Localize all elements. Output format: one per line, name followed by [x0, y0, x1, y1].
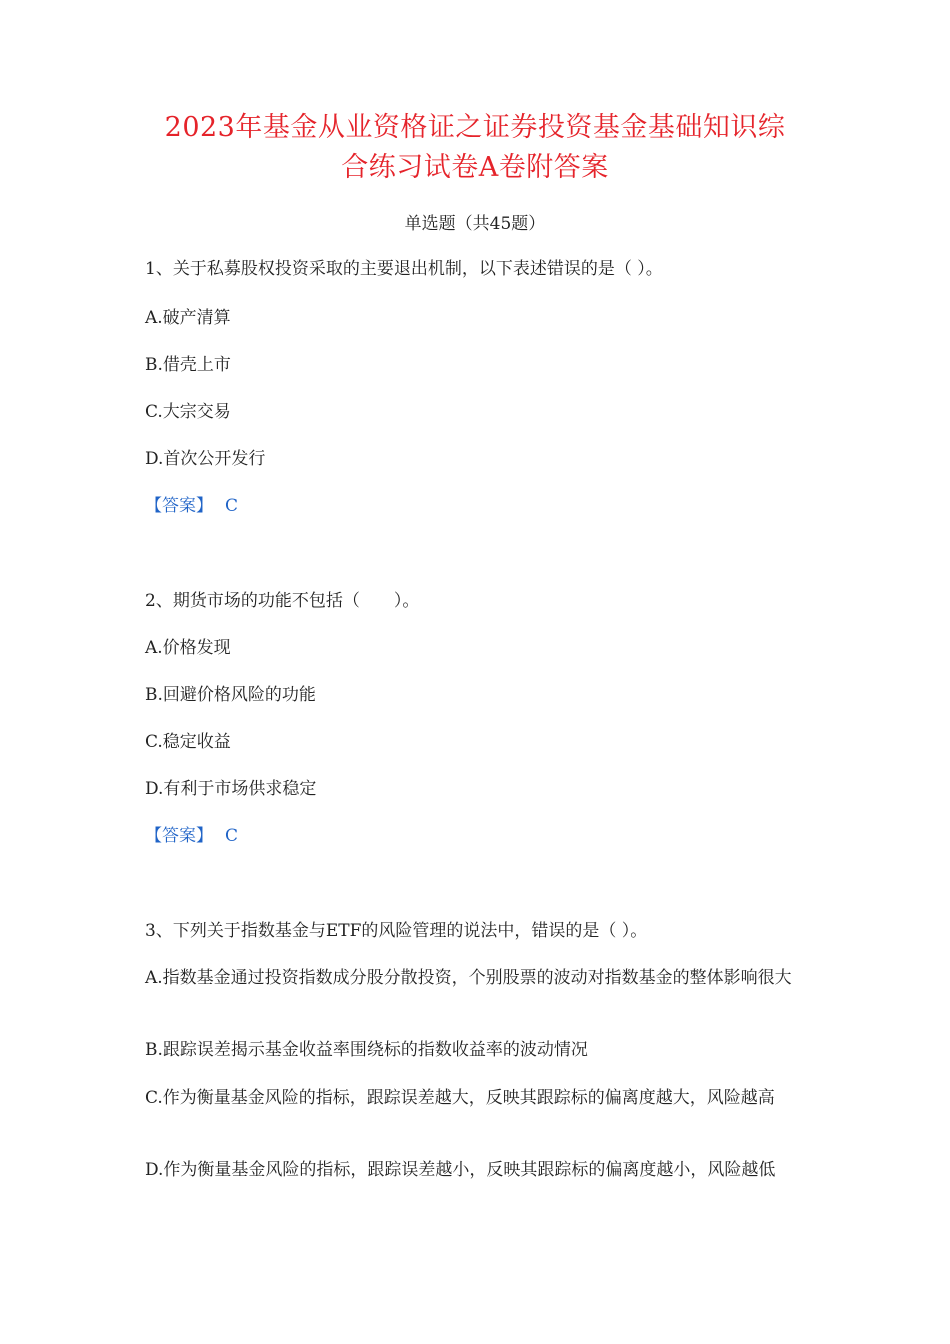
question-3-option-c: C.作为衡量基金风险的指标，跟踪误差越大，反映其跟踪标的偏离度越大，风险越高: [145, 1088, 775, 1108]
document-title: [100, 108, 850, 188]
question-3-stem: 3、下列关于指数基金与ETF的风险管理的说法中，错误的是（ ）。: [145, 921, 648, 941]
answer-label: 【答案】: [145, 826, 213, 846]
question-1-option-c: C.大宗交易: [145, 402, 231, 422]
answer-label: 【答案】: [145, 496, 213, 516]
question-3-option-d: D.作为衡量基金风险的指标，跟踪误差越小，反映其跟踪标的偏离度越小，风险越低: [145, 1160, 776, 1180]
question-2-option-a: A.价格发现: [145, 638, 231, 658]
section-header: 单选题（共45题）: [404, 214, 546, 234]
question-2-option-d: D.有利于市场供求稳定: [145, 779, 317, 799]
answer-value: C: [225, 826, 239, 846]
question-stem: [145, 257, 810, 281]
question-stem: [145, 919, 810, 943]
answer-value: C: [225, 496, 239, 516]
title-line-2: 合练习试卷A卷附答案: [341, 152, 609, 183]
question-stem: [145, 589, 810, 613]
question-2-answer: [145, 824, 238, 848]
title-line-1: 2023年基金从业资格证之证券投资基金基础知识综: [164, 112, 786, 143]
question-3-option-b: B.跟踪误差揭示基金收益率围绕标的指数收益率的波动情况: [145, 1040, 588, 1060]
question-2-stem: 2、期货市场的功能不包括（ ）。: [145, 591, 420, 611]
question-2-option-c: C.稳定收益: [145, 732, 231, 752]
question-2-option-b: B.回避价格风险的功能: [145, 685, 316, 705]
question-1-option-a: A.破产清算: [145, 308, 231, 328]
question-3-option-a: A.指数基金通过投资指数成分股分散投资，个别股票的波动对指数基金的整体影响很大: [145, 968, 792, 988]
question-1-option-b: B.借壳上市: [145, 355, 231, 375]
question-1-option-d: D.首次公开发行: [145, 449, 266, 469]
question-1-stem: 1、关于私募股权投资采取的主要退出机制，以下表述错误的是（ ）。: [145, 259, 663, 279]
question-1-answer: [145, 494, 238, 518]
